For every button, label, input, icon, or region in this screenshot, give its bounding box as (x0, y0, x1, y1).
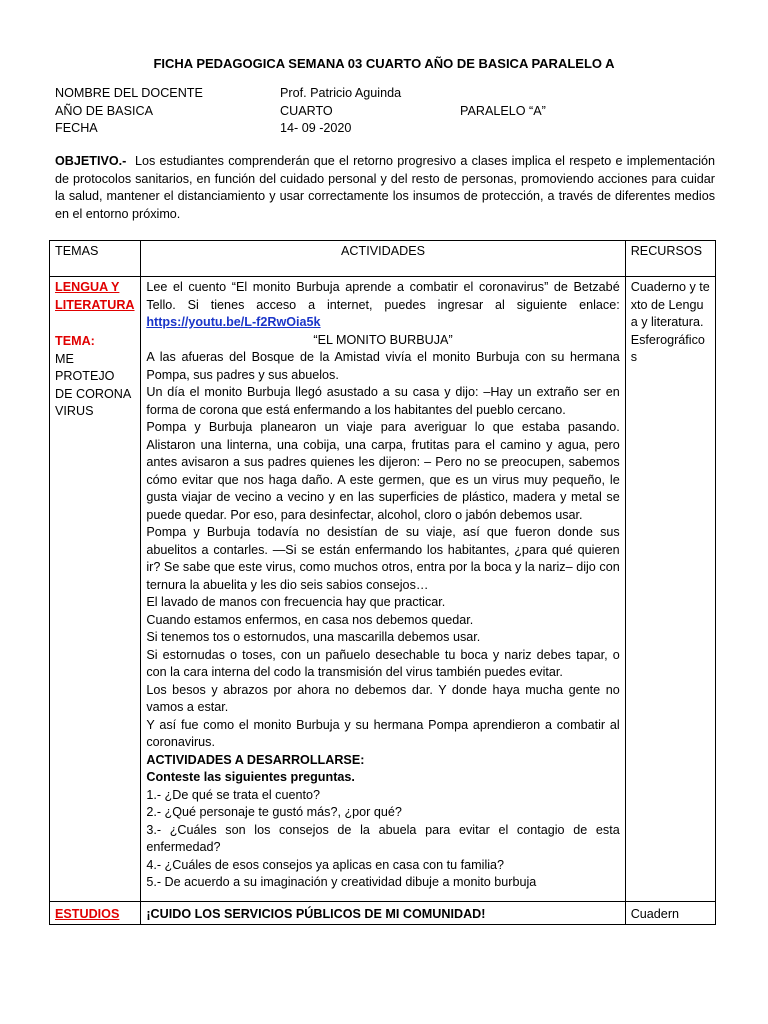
activities-title: ACTIVIDADES A DESARROLLARSE: (146, 752, 365, 767)
anio-value: CUARTO (280, 103, 333, 118)
tema-label: TEMA: (55, 334, 95, 348)
objetivo-paragraph (55, 153, 715, 223)
paralelo-value: PARALELO “A” (460, 103, 546, 118)
objetivo-label: OBJETIVO.- (55, 154, 127, 168)
estudios-activity: ¡CUIDO LOS SERVICIOS PÚBLICOS DE MI COMUNIDAD! (141, 901, 625, 925)
story-paragraph: Los besos y abrazos por ahora no debemos dar. Y donde haya mucha gente no vamos a estar. (146, 682, 620, 714)
story-paragraph: A las afueras del Bosque de la Amistad vivía el monito Burbuja con su hermana Pompa, sus padres y sus abuelos. (146, 350, 620, 382)
teacher-info (55, 85, 715, 138)
activities-table (49, 240, 716, 925)
question-item: 3.- ¿Cuáles son los consejos de la abuela para evitar el contagio de esta enfermedad? (146, 822, 620, 854)
story-paragraph: Si tenemos tos o estornudos, una mascarilla debemos usar. (146, 630, 481, 644)
story-intro: Lee el cuento “El monito Burbuja aprende a combatir el coronavirus” de Betzabé Tello. Si tienes acceso a internet, puedes ingresar al siguiente enlace: (146, 280, 620, 312)
header-temas: TEMAS (50, 241, 141, 277)
subject-lengua: LENGUA Y LITERATURA (55, 280, 135, 312)
page-title: FICHA PEDAGOGICA SEMANA 03 CUARTO AÑO DE BASICA PARALELO A (153, 56, 615, 71)
question-item: 5.- De acuerdo a su imaginación y creatividad dibuje a monito burbuja (146, 875, 537, 889)
story-title: “EL MONITO BURBUJA” (313, 332, 453, 347)
activities-subtitle: Conteste las siguientes preguntas. (146, 770, 355, 784)
story-link[interactable]: https://youtu.be/L-f2RwOia5k (146, 315, 321, 329)
header-recursos: RECURSOS (625, 241, 715, 277)
activities-cell (141, 277, 625, 902)
story-paragraph: Cuando estamos enfermos, en casa nos debemos quedar. (146, 612, 474, 627)
story-paragraph: El lavado de manos con frecuencia hay que practicar. (146, 595, 446, 609)
tema-value: ME PROTEJO DE CORONA VIRUS (55, 351, 131, 418)
story-paragraph: Pompa y Burbuja planearon un viaje para averiguar lo que estaba pasando. Alistaron una linterna, una cobija, una carpa, frutitas para el camino y agua, pero antes avisaron a sus padres quienes les dijeron: – Pero no se preocupen, sabemos cómo evitar que nos haga daño. A este germen, que es un virus muy pequeño, le gusta viajar de vecino a vecino y en las superficies de plástico, madera y metal se puede quedar. Por eso, para desinfectar, alcohol, cloro o jabón debemos usar. (146, 420, 620, 522)
story-paragraph: Un día el monito Burbuja llegó asustado a su casa y dijo: –Hay un extraño ser en forma de corona que está enfermando a los habitantes del pueblo cercano. (146, 385, 620, 417)
estudios-resources: Cuadern (625, 901, 715, 925)
table-header-row (50, 241, 716, 277)
question-item: 1.- ¿De qué se trata el cuento? (146, 787, 320, 802)
header-actividades: ACTIVIDADES (141, 241, 625, 277)
docente-value: Prof. Patricio Aguinda (280, 86, 402, 100)
table-row (50, 901, 716, 925)
table-row (50, 277, 716, 902)
subject-estudios: ESTUDIOS (55, 906, 120, 921)
question-item: 4.- ¿Cuáles de esos consejos ya aplicas en casa con tu familia? (146, 857, 505, 872)
subject-cell (50, 277, 141, 902)
docente-label: NOMBRE DEL DOCENTE (55, 86, 203, 100)
question-item: 2.- ¿Qué personaje te gustó más?, ¿por qué? (146, 805, 402, 819)
fecha-value: 14- 09 -2020 (280, 121, 352, 135)
subject-cell (50, 901, 141, 925)
resources-cell: Cuaderno y texto de Lengua y literatura. Esferográficos (625, 277, 715, 902)
anio-label: AÑO DE BASICA (55, 103, 153, 118)
story-paragraph: Y así fue como el monito Burbuja y su hermana Pompa aprendieron a combatir al coronavirus. (146, 717, 620, 749)
story-paragraph: Pompa y Burbuja todavía no desistían de su viaje, así que fueron donde sus abuelitos a contarles. —Si se están enfermando los habitantes, ¿para qué quieren ir? Se sabe que este virus, como muchos otros, entra por la boca y la nariz– dijo con ternura la abuelita y les dio seis sabios consejos… (146, 525, 620, 592)
objetivo-text: Los estudiantes comprenderán que el retorno progresivo a clases implica el respeto e implementación de protocolos sanitarios, en función del cuidado personal y del resto de personas, promoviendo acciones para cuidar la salud, mantener el distanciamiento y usar correctamente los insumos de protección, a través de diferentes medios en el entorno próximo. (55, 154, 715, 221)
fecha-label: FECHA (55, 121, 98, 135)
story-paragraph: Si estornudas o toses, con un pañuelo desechable tu boca y nariz debes tapar, o con la cara interna del codo la transmisión del virus también puedes evitar. (146, 647, 620, 679)
